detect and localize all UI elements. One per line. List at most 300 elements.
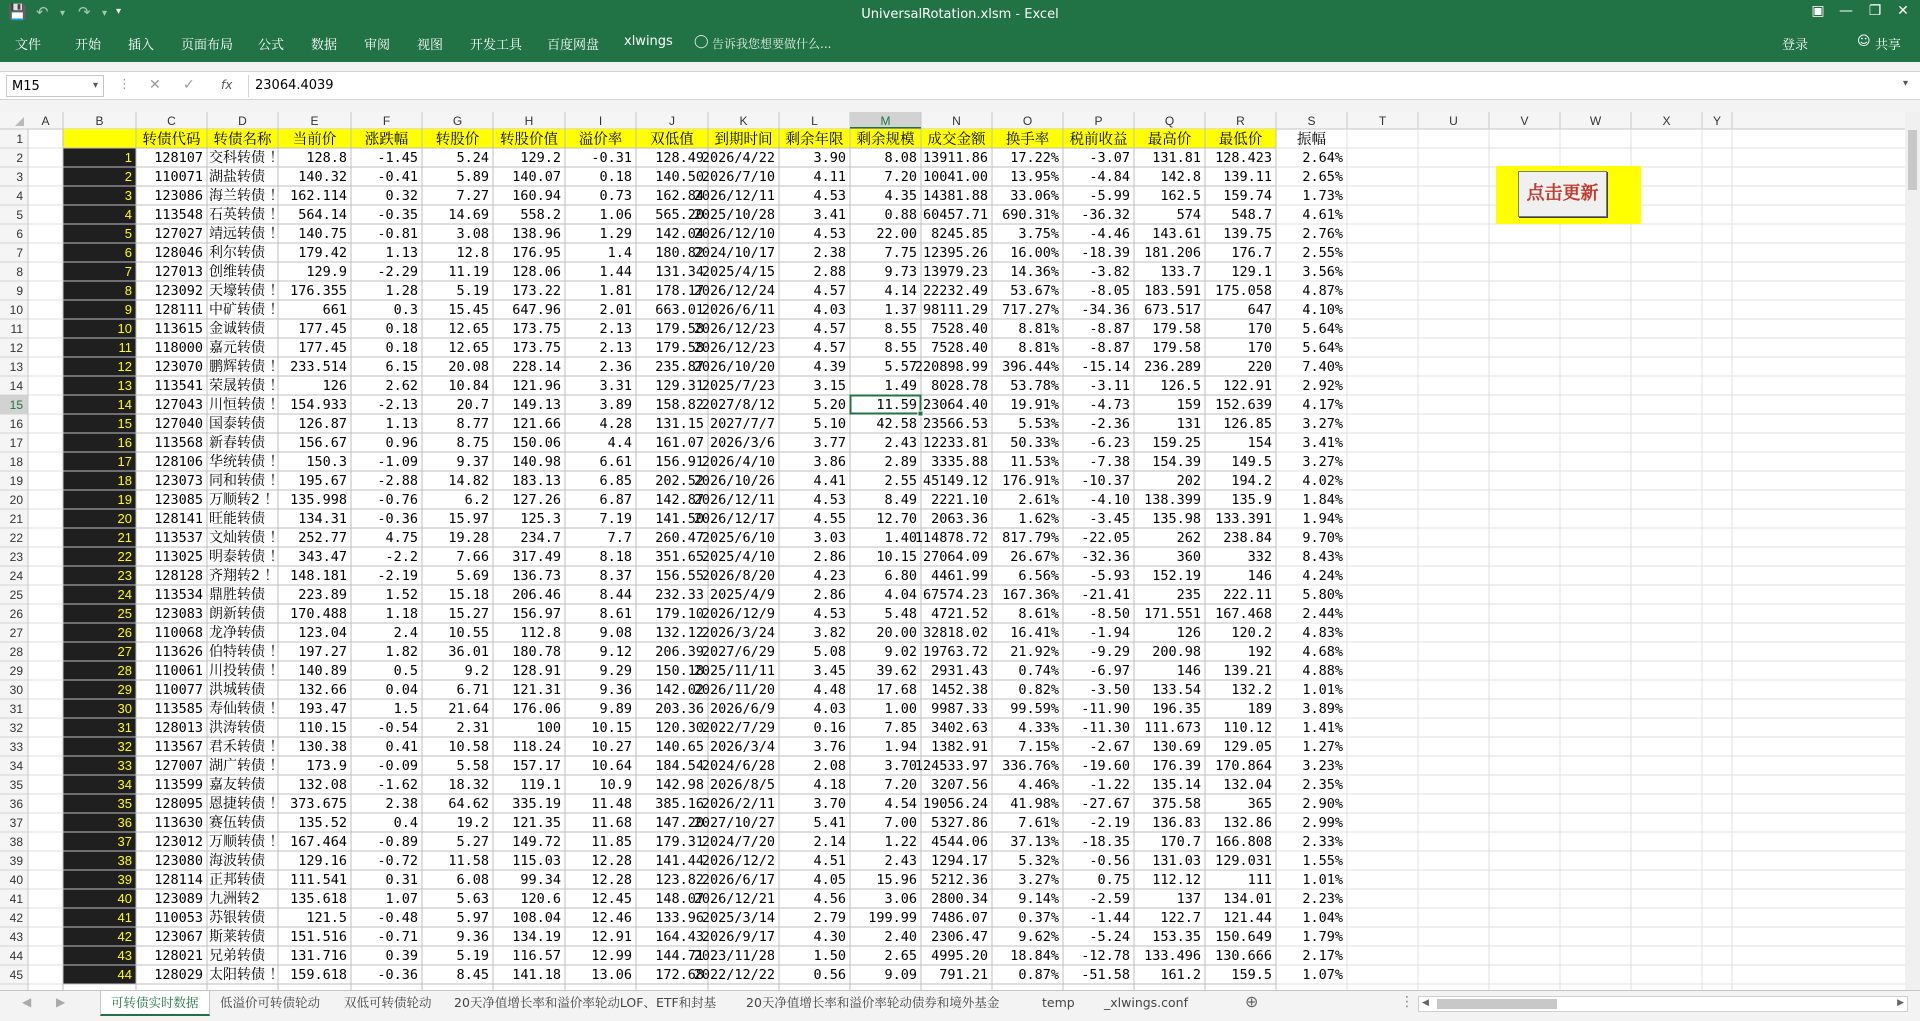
tab-scroll-left-icon[interactable]: ◀ [22,995,32,1009]
column-header-L: L [811,114,818,128]
data-cell: 156.97 [512,606,561,622]
data-cell: 206.46 [512,587,561,603]
tab-formulas[interactable]: 公式 [258,38,285,53]
data-cell: 110077 [154,682,203,698]
data-cell: 36.01 [448,644,489,660]
data-cell: 60457.71 [922,207,988,223]
close-icon[interactable]: ✕ [1897,3,1909,19]
bond-name-cell: 华统转债 ！ [209,454,284,470]
row-index-cell: 33 [117,758,132,773]
data-cell: 8.77 [456,416,489,432]
data-cell: 152.19 [1152,568,1201,584]
data-cell: 9.08 [599,625,632,641]
data-cell: 149.13 [512,397,561,413]
data-cell: 22.00 [876,226,917,242]
row-index-cell: 34 [117,777,132,792]
data-cell: 8.61 [599,606,632,622]
data-cell: 3.06 [884,891,917,907]
data-cell: 1.81 [599,283,632,299]
data-cell: 113534 [154,587,203,603]
data-cell: -0.09 [377,758,418,774]
data-cell: 2026/6/11 [701,302,775,318]
row-index-cell: 19 [117,492,132,507]
sheet-tab-0[interactable]: 可转债实时数据 [100,991,210,1016]
data-cell: 135.52 [298,815,347,831]
row-index-cell: 37 [117,834,132,849]
data-cell: 134.19 [512,929,561,945]
sheet-tab-1[interactable]: 低溢价可转债轮动 [220,995,321,1010]
data-cell: 202.52 [655,473,704,489]
row-index-cell: 41 [117,910,132,925]
data-cell: 177.45 [298,340,347,356]
insert-function-icon[interactable]: fx [221,78,233,92]
data-cell: 123067 [154,929,203,945]
data-cell: 12233.81 [922,435,988,451]
data-cell: 8028.78 [931,378,988,394]
data-cell: 1.01% [1302,682,1343,698]
data-cell: 2026/4/22 [701,150,775,166]
row-index-cell: 31 [117,720,132,735]
data-cell: 12.65 [448,321,489,337]
data-cell: 176.7 [1231,245,1272,261]
data-cell: -11.30 [1081,720,1130,736]
data-cell: 0.5 [393,663,418,679]
data-cell: 2026/7/10 [701,169,775,185]
column-header-M: M [880,114,891,128]
data-cell: 9.29 [599,663,632,679]
data-cell: 8.45 [456,967,489,983]
data-cell: 4.46% [1018,777,1059,793]
data-cell: 142.04 [655,226,704,242]
header-cell-2: 转债名称 [213,132,272,148]
data-cell: 156.91 [655,454,704,470]
data-cell: 126.87 [298,416,347,432]
horizontal-scrollbar[interactable] [1418,996,1908,1012]
data-cell: 3.23% [1302,758,1343,774]
data-cell: 6.2 [464,492,489,508]
bond-name-cell: 天壕转债 ！ [209,283,284,299]
data-cell: 7528.40 [931,321,988,337]
data-cell: 4.14 [884,283,917,299]
data-cell: 2025/4/9 [709,587,775,603]
data-cell: -4.73 [1089,397,1130,413]
data-cell: 1.94 [884,739,917,755]
save-icon[interactable]: 💾 [8,3,27,21]
sheet-tab-2[interactable]: 双低可转债轮动 [344,995,432,1010]
cancel-icon[interactable]: ✕ [149,77,161,93]
data-cell: 2025/7/23 [701,378,775,394]
data-cell: 0.82% [1018,682,1059,698]
data-cell: 6.15 [385,359,418,375]
data-cell: 2026/12/17 [693,511,775,527]
data-cell: 132.66 [298,682,347,698]
data-cell: 166.808 [1215,834,1272,850]
data-cell: 2026/11/20 [693,682,775,698]
data-cell: 7.7 [607,530,632,546]
data-cell: 4.53 [813,492,846,508]
data-cell: 8.55 [884,321,917,337]
data-cell: 10041.00 [922,169,988,185]
data-cell: 21.64 [448,701,489,717]
data-cell: 116.57 [512,948,561,964]
data-cell: 141.50 [655,511,704,527]
ribbon-display-options-icon[interactable]: ▣ [1811,3,1825,19]
data-cell: 5.32% [1018,853,1059,869]
data-cell: 121.44 [1223,910,1272,926]
data-cell: 8.55 [884,340,917,356]
row-index-cell: 1 [124,150,132,165]
data-cell: 142.8 [1160,169,1201,185]
data-cell: 126 [1176,625,1201,641]
data-cell: 2.44% [1302,606,1343,622]
data-cell: 2.35% [1302,777,1343,793]
data-cell: 120.6 [520,891,561,907]
data-cell: -9.29 [1089,644,1130,660]
data-cell: -22.05 [1081,530,1130,546]
data-cell: 16.00% [1010,245,1059,261]
data-cell: 2026/12/11 [693,188,775,204]
row-header-29: 29 [9,664,23,678]
data-cell: 179.31 [655,834,704,850]
data-cell: 2.88 [813,264,846,280]
column-header-E: E [310,114,319,128]
bond-name-cell: 交科转债 ！ [209,150,284,166]
data-cell: 20.08 [448,359,489,375]
tab-baidu-netdisk[interactable]: 百度网盘 [547,38,600,53]
tab-view[interactable]: 视图 [417,38,444,53]
formula-input[interactable] [248,75,1910,97]
row-header-28: 28 [9,645,23,659]
data-cell: 2.43 [884,853,917,869]
data-cell: 176.355 [290,283,347,299]
data-cell: 2.36 [599,359,632,375]
data-cell: 132.08 [298,777,347,793]
data-cell: 1.84% [1302,492,1343,508]
data-cell: 9.70% [1302,530,1343,546]
data-cell: 99.34 [520,872,561,888]
bond-name-cell: 鼎胜转债 [209,587,265,603]
row-index-cell: 8 [124,283,132,298]
data-cell: 2026/8/20 [701,568,775,584]
row-header-19: 19 [9,474,23,488]
formula-bar [0,72,1920,100]
restore-icon[interactable]: ❐ [1868,3,1882,19]
data-cell: 113567 [154,739,203,755]
title-bar [0,0,1920,30]
formula-bar-options-icon[interactable]: ⋮ [118,77,131,92]
data-cell: 53.78% [1010,378,1059,394]
data-cell: 0.32 [385,188,418,204]
data-cell: 4.57 [813,321,846,337]
data-cell: 110.12 [1223,720,1272,736]
data-cell: 4.54 [884,796,917,812]
sheet-tab-6[interactable]: _xlwings.conf [1104,995,1189,1010]
data-cell: 2.38 [385,796,418,812]
data-cell: 7.40% [1302,359,1343,375]
header-cell-17: 振幅 [1297,132,1326,148]
data-cell: -1.22 [1089,777,1130,793]
data-cell: -0.89 [377,834,418,850]
scroll-left-arrow-icon[interactable]: ◀ [1422,998,1429,1008]
data-cell: 4.24% [1302,568,1343,584]
data-cell: 5.08 [813,644,846,660]
name-box[interactable] [6,75,104,97]
data-cell: 1.55% [1302,853,1343,869]
data-cell: -6.23 [1089,435,1130,451]
data-cell: 7.75 [884,245,917,261]
row-index-cell: 43 [117,948,132,963]
tab-page-layout[interactable]: 页面布局 [181,38,234,53]
column-header-A: A [41,114,50,128]
data-cell: 3.70 [884,758,917,774]
name-box-dropdown-icon[interactable]: ▾ [92,80,98,91]
data-cell: 4.18 [813,777,846,793]
bond-name-cell: 鹏辉转债 ！ [209,359,284,375]
tab-insert[interactable]: 插入 [128,38,155,53]
row-index-cell: 38 [117,853,132,868]
data-cell: 235.87 [655,359,704,375]
data-cell: 0.18 [599,169,632,185]
sheet-tab-3[interactable]: 20天净值增长率和溢价率轮动LOF、ETF和封基 [454,995,717,1010]
minimize-icon[interactable]: — [1839,3,1853,19]
column-header-B: B [95,114,104,128]
bond-name-cell: 靖远转债 ！ [209,226,284,242]
data-cell: 16.41% [1010,625,1059,641]
ribbon-collapsed-area [0,62,1920,72]
data-cell: 11.85 [591,834,632,850]
data-cell: 9.14% [1018,891,1059,907]
row-index-cell: 42 [117,929,132,944]
data-cell: 8.49 [884,492,917,508]
data-cell: 2024/7/20 [701,834,775,850]
row-header-17: 17 [9,436,23,450]
data-cell: -21.41 [1081,587,1130,603]
expand-formula-bar-icon[interactable]: ▾ [1903,78,1909,89]
data-cell: 4461.99 [931,568,988,584]
row-header-31: 31 [9,702,23,716]
data-cell: 2800.34 [931,891,988,907]
data-cell: 4.05 [813,872,846,888]
data-cell: 1.41% [1302,720,1343,736]
data-cell: 134.31 [298,511,347,527]
data-cell: 2026/12/2 [701,853,775,869]
data-cell: 14381.88 [922,188,988,204]
tab-data[interactable]: 数据 [311,38,338,53]
data-cell: 4.83% [1302,625,1343,641]
row-index-cell: 39 [117,872,132,887]
data-cell: 113599 [154,777,203,793]
data-cell: 2022/12/22 [693,967,775,983]
data-cell: 817.79% [1002,530,1059,546]
redo-icon[interactable]: ↷ [78,3,91,21]
data-cell: 23566.53 [922,416,988,432]
undo-icon[interactable]: ↶ [36,3,49,21]
data-cell: 8245.85 [931,226,988,242]
data-cell: 167.464 [290,834,347,850]
data-cell: 228.14 [512,359,561,375]
enter-icon[interactable]: ✓ [183,77,195,93]
data-cell: 0.41 [385,739,418,755]
data-cell: 170.488 [290,606,347,622]
data-cell: 7486.07 [931,910,988,926]
data-cell: 260.47 [655,530,704,546]
data-cell: 1.07% [1302,967,1343,983]
data-cell: 138.399 [1144,492,1201,508]
cell-grid[interactable] [0,112,1920,990]
data-cell: 2027/6/29 [701,644,775,660]
data-cell: 690.31% [1002,207,1059,223]
bond-name-cell: 嘉元转债 [209,340,265,356]
tab-scroll-right-icon[interactable]: ▶ [56,995,66,1009]
sign-in-link[interactable]: 登录 [1782,38,1809,53]
data-cell: 717.27% [1002,302,1059,318]
column-header-O: O [1022,114,1033,128]
data-cell: 4.11 [813,169,846,185]
data-cell: -15.14 [1081,359,1130,375]
data-cell: 114878.72 [914,530,988,546]
customize-quick-access-icon[interactable]: ▾ [116,6,122,17]
row-index-cell: 35 [117,796,132,811]
data-cell: 132.2 [1231,682,1272,698]
data-cell: 2.08 [813,758,846,774]
data-cell: -1.62 [377,777,418,793]
row-header-41: 41 [9,892,23,906]
row-header-4: 4 [16,189,23,203]
data-cell: 2.86 [813,549,846,565]
data-cell: 5.19 [456,948,489,964]
data-cell: 206.39 [655,644,704,660]
data-cell: 1.27% [1302,739,1343,755]
fill-handle[interactable] [918,411,923,416]
data-cell: 113025 [154,549,203,565]
data-cell: 2.01 [599,302,632,318]
data-cell: 2.14 [813,834,846,850]
data-cell: 2026/6/17 [701,872,775,888]
data-cell: 4.28 [599,416,632,432]
data-cell: 4.68% [1302,644,1343,660]
share-button[interactable]: 共享 [1875,38,1902,53]
data-cell: 5.19 [456,283,489,299]
data-cell: 2221.10 [931,492,988,508]
undo-dropdown-icon[interactable]: ▾ [60,8,66,19]
bond-name-cell: 利尔转债 [209,245,265,261]
data-cell: 2026/3/6 [709,435,775,451]
data-cell: 14.36% [1010,264,1059,280]
data-cell: 11.68 [591,815,632,831]
row-header-25: 25 [9,588,23,602]
data-cell: 8.81% [1018,321,1059,337]
row-header-18: 18 [9,455,23,469]
update-button[interactable]: 点击更新 [1518,171,1607,217]
tab-split-handle[interactable]: ⋮ [1400,994,1414,1010]
bond-name-cell: 太阳转债 ！ [209,967,284,983]
new-sheet-icon[interactable]: ⊕ [1245,992,1259,1011]
data-cell: 2023/11/28 [693,948,775,964]
data-cell: 351.65 [655,549,704,565]
data-cell: 12.99 [591,948,632,964]
data-cell: 20.7 [456,397,489,413]
data-cell: 137 [1176,891,1201,907]
data-cell: -2.88 [377,473,418,489]
data-cell: 148.07 [655,891,704,907]
column-header-D: D [238,114,247,128]
data-cell: 1.07 [385,891,418,907]
bond-name-cell: 兄弟转债 [209,948,265,964]
data-cell: 7.00 [884,815,917,831]
data-cell: 135.98 [1152,511,1201,527]
data-cell: -11.90 [1081,701,1130,717]
tab-home[interactable]: 开始 [75,38,102,53]
data-cell: 112.12 [1152,872,1201,888]
data-cell: 15.27 [448,606,489,622]
row-index-cell: 20 [117,511,132,526]
tab-file[interactable]: 文件 [15,38,42,53]
data-cell: 9.36 [599,682,632,698]
tab-developer[interactable]: 开发工具 [470,38,523,53]
data-cell: 5.24 [456,150,489,166]
sheet-tab-4[interactable]: 20天净值增长率和溢价率轮动债券和境外基金 [746,995,1000,1010]
vertical-scroll-thumb[interactable] [1908,130,1917,190]
data-cell: 3.08 [456,226,489,242]
data-cell: 126 [322,378,347,394]
redo-dropdown-icon[interactable]: ▾ [102,8,108,19]
data-cell: -2.29 [377,264,418,280]
data-cell: 110071 [154,169,203,185]
tab-xlwings[interactable]: xlwings [624,34,673,49]
tell-me-box[interactable]: 告诉我您想要做什么... [712,37,832,51]
row-header-12: 12 [9,341,23,355]
data-cell: 2.86 [813,587,846,603]
sheet-tab-5[interactable]: temp [1042,995,1075,1010]
lightbulb-icon: ◯ [694,34,709,49]
data-cell: 2024/10/17 [693,245,775,261]
bond-name-cell: 斯莱转债 [209,929,265,945]
data-cell: 159.618 [290,967,347,983]
tab-review[interactable]: 审阅 [364,38,391,53]
data-cell: 150.18 [655,663,704,679]
data-cell: 4.53 [813,188,846,204]
data-cell: 3.75% [1018,226,1059,242]
data-cell: 15.96 [876,872,917,888]
column-header-V: V [1520,114,1529,128]
horizontal-scroll-thumb[interactable] [1437,999,1557,1009]
header-cell-16: 最低价 [1218,132,1263,148]
row-header-20: 20 [9,493,23,507]
data-cell: 132.12 [655,625,704,641]
data-cell: 11.19 [448,264,489,280]
data-cell: 2026/12/9 [701,606,775,622]
data-cell: 2.13 [599,321,632,337]
data-cell: 200.98 [1152,644,1201,660]
data-cell: 183.13 [512,473,561,489]
data-cell: 159.5 [1231,967,1272,983]
data-cell: 126.5 [1160,378,1201,394]
row-index-cell: 27 [117,644,132,659]
data-cell: 159 [1176,397,1201,413]
data-cell: 167.468 [1215,606,1272,622]
data-cell: 4.51 [813,853,846,869]
data-cell: 170.864 [1215,758,1272,774]
column-header-G: G [452,114,463,128]
scroll-right-arrow-icon[interactable]: ▶ [1897,998,1904,1008]
data-cell: 5.64% [1302,340,1343,356]
data-cell: -0.72 [377,853,418,869]
data-cell: 110068 [154,625,203,641]
data-cell: 133.391 [1215,511,1272,527]
data-cell: 67574.23 [922,587,988,603]
vertical-scrollbar[interactable] [1905,112,1920,990]
data-cell: 121.96 [512,378,561,394]
